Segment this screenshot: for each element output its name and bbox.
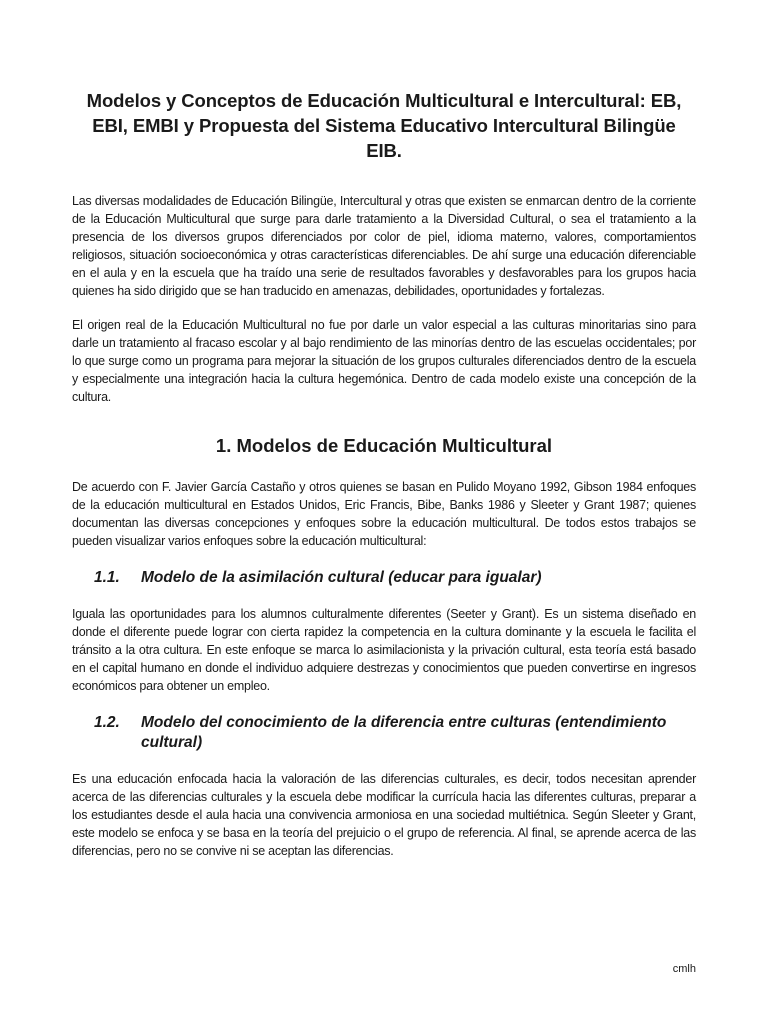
- subsection-1-2-number: 1.2.: [94, 714, 120, 731]
- document-page: [72, 88, 696, 876]
- subsection-1-2-title: Modelo del conocimiento de la diferencia entre culturas (entendimiento cultural): [141, 714, 667, 751]
- subsection-1-2-paragraph: Es una educación enfocada hacia la valoración de las diferencias culturales, es decir, todos necesitan aprender acerca de las diferencias culturales y la escuela debe modificar la currícula hacia las diferentes culturas, preparar a los estudiantes desde el aula hacia una convivencia armoniosa en una sociedad multiétnica. Según Sleeter y Grant, este modelo se enfoca y se basa en la teoría del prejuicio o el grupo de referencia. Al final, se aprende acerca de las diferencias, pero no se convive ni se aceptan las diferencias.: [72, 772, 696, 858]
- subsection-1-1-number: 1.1.: [94, 569, 120, 586]
- section-1-paragraph: De acuerdo con F. Javier García Castaño y otros quienes se basan en Pulido Moyano 1992, Gibson 1984 enfoques de la educación multicultural en Estados Unidos, Eric Francis, Bibe, Banks 1986 y Sleeter y Grant 1987; quienes documentan las diversas concepciones y enfoques sobre la educación multicultural. De todos estos trabajos se pueden visualizar varios enfoques sobre la educación multicultural:: [72, 480, 696, 548]
- intro-paragraph-1: Las diversas modalidades de Educación Bilingüe, Intercultural y otras que existen se enmarcan dentro de la corriente de la Educación Multicultural que surge para darle tratamiento a la Diversidad Cultural, o sea el tratamiento a la presencia de los diversos grupos diferenciados por color de piel, idioma materno, valores, comportamientos religiosos, situación socioeconómica y otras características diferenciables. De ahí surge una educación diferenciable en el aula y en la escuela que ha traído una serie de resultados favorables y desfavorables para los grupos hacia quienes ha sido dirigido que se han traducido en amenazas, debilidades, oportunidades y fortalezas.: [72, 194, 696, 298]
- intro-paragraph-2: El origen real de la Educación Multicultural no fue por darle un valor especial a las culturas minoritarias sino para darle un tratamiento al fracaso escolar y al bajo rendimiento de las minorías dentro de las escuelas occidentales; por lo que surge como un programa para mejorar la situación de los grupos culturales diferenciados dentro de la escuela y especialmente una integración hacia la cultura hegemónica. Dentro de cada modelo existe una concepción de la cultura.: [72, 318, 696, 404]
- subsection-1-1-heading: [72, 568, 696, 588]
- section-1-heading: 1. Modelos de Educación Multicultural: [215, 435, 553, 456]
- footer-initials: cmlh: [672, 963, 696, 975]
- document-title: Modelos y Conceptos de Educación Multicultural e Intercultural: EB, EBI, EMBI y Propuesta del Sistema Educativo Intercultural Bilingüe EIB.: [86, 90, 682, 161]
- subsection-1-2-heading: [72, 713, 696, 753]
- subsection-1-1-title: Modelo de la asimilación cultural (educar para igualar): [141, 569, 542, 586]
- subsection-1-1-paragraph: Iguala las oportunidades para los alumnos culturalmente diferentes (Seeter y Grant). Es un sistema diseñado en donde el diferente puede lograr con cierta rapidez la competencia en la cultura dominante y la escuela le facilita el tránsito a la otra cultura. En este enfoque se marca lo asimilacionista y la privación cultural, esta teoría está basado en el capital humano en donde el individuo adquiere destrezas y conocimientos que pueden convertirse en ingresos económicos para obtener un empleo.: [72, 607, 696, 693]
